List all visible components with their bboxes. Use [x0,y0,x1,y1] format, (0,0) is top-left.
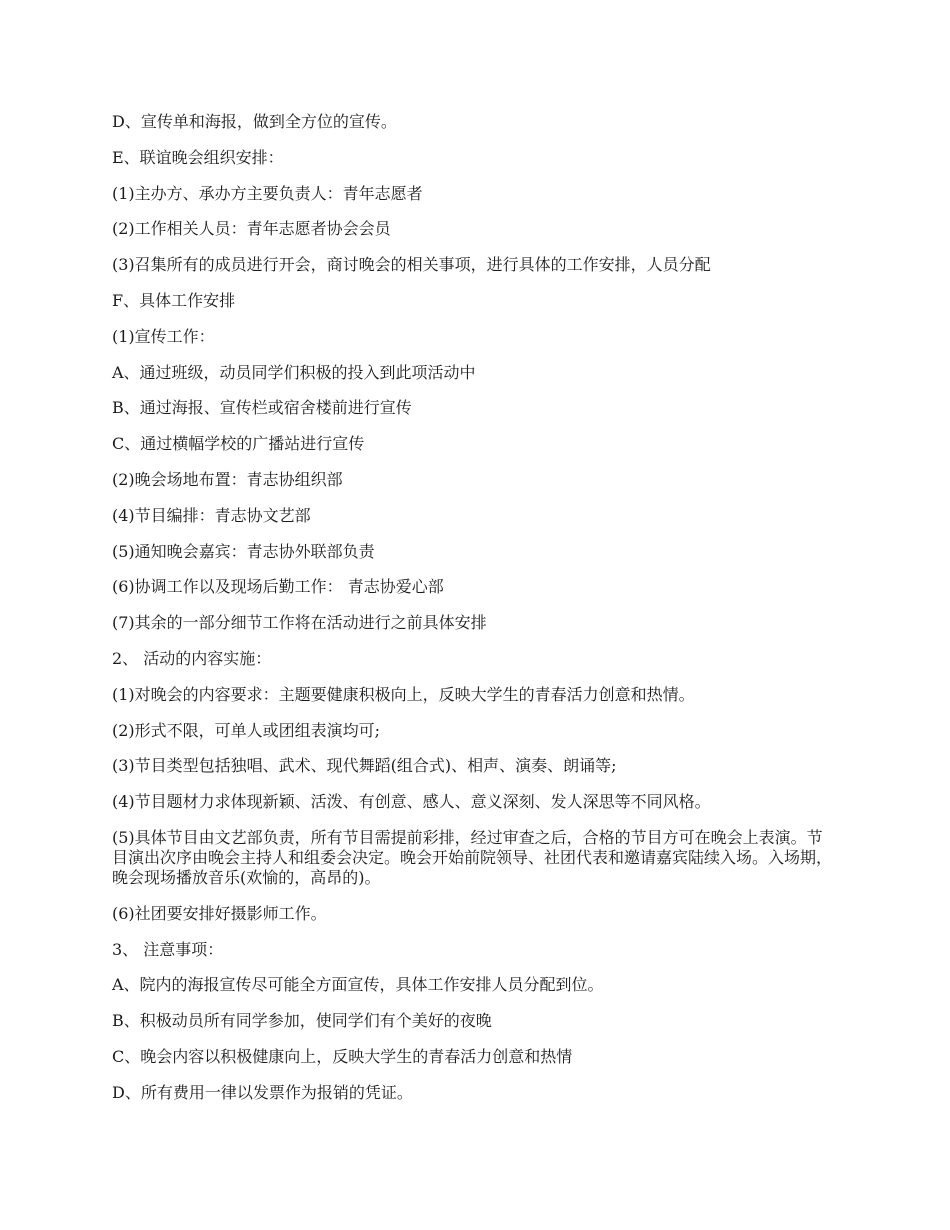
section-heading: 3、 注意事项： [112,939,224,959]
text-line: A、通过班级，动员同学们积极的投入到此项活动中 [112,362,476,382]
text-line: (7)其余的一部分细节工作将在活动进行之前具体安排 [112,613,487,633]
text-line: (1)对晚会的内容要求：主题要健康积极向上，反映大学生的青春活力创意和热情。 [112,684,695,704]
text-line: (1)主办方、承办方主要负责人：青年志愿者 [112,183,423,203]
document-body [112,112,832,1119]
text-line: (2)形式不限，可单人或团组表演均可; [112,720,381,740]
section-heading: 2、 活动的内容实施： [112,648,272,668]
section-heading: F、具体工作安排 [112,290,236,310]
text-line: (4)节目编排：青志协文艺部 [112,505,311,525]
section-heading: E、联谊晚会组织安排： [112,147,284,167]
text-line: (4)节目题材力求体现新颖、活泼、有创意、感人、意义深刻、发人深思等不同风格。 [112,792,711,812]
text-line: (5)通知晚会嘉宾：青志协外联部负责 [112,541,375,561]
text-paragraph: (5)具体节目由文艺部负责，所有节目需提前彩排，经过审查之后，合格的节目方可在晚会上表演。节目演出次序由晚会主持人和组委会决定。晚会开始前院领导、社团代表和邀请嘉宾陆续入场。入场期，晚会现场播放音乐(欢愉的，高昂的)。 [112,827,833,887]
text-line: A、院内的海报宣传尽可能全方面宣传，具体工作安排人员分配到位。 [112,975,604,995]
text-line: C、晚会内容以积极健康向上，反映大学生的青春活力创意和热情 [112,1046,573,1066]
text-line: (6)协调工作以及现场后勤工作： 青志协爱心部 [112,577,444,597]
text-line: C、通过横幅学校的广播站进行宣传 [112,434,365,454]
text-line: B、通过海报、宣传栏或宿舍楼前进行宣传 [112,398,412,418]
subsection-heading: (1)宣传工作： [112,326,215,346]
text-line: (3)召集所有的成员进行开会，商讨晚会的相关事项，进行具体的工作安排，人员分配 [112,255,711,275]
text-line: B、积极动员所有同学参加，使同学们有个美好的夜晚 [112,1011,492,1031]
text-line: D、所有费用一律以发票作为报销的凭证。 [112,1082,413,1102]
text-line: (2)工作相关人员：青年志愿者协会会员 [112,219,391,239]
text-line: (6)社团要安排好摄影师工作。 [112,903,327,923]
text-line: D、宣传单和海报，做到全方位的宣传。 [112,112,397,131]
text-line: (2)晚会场地布置：青志协组织部 [112,469,343,489]
text-line: (3)节目类型包括独唱、武术、现代舞蹈(组合式)、相声、演奏、朗诵等; [112,756,617,776]
